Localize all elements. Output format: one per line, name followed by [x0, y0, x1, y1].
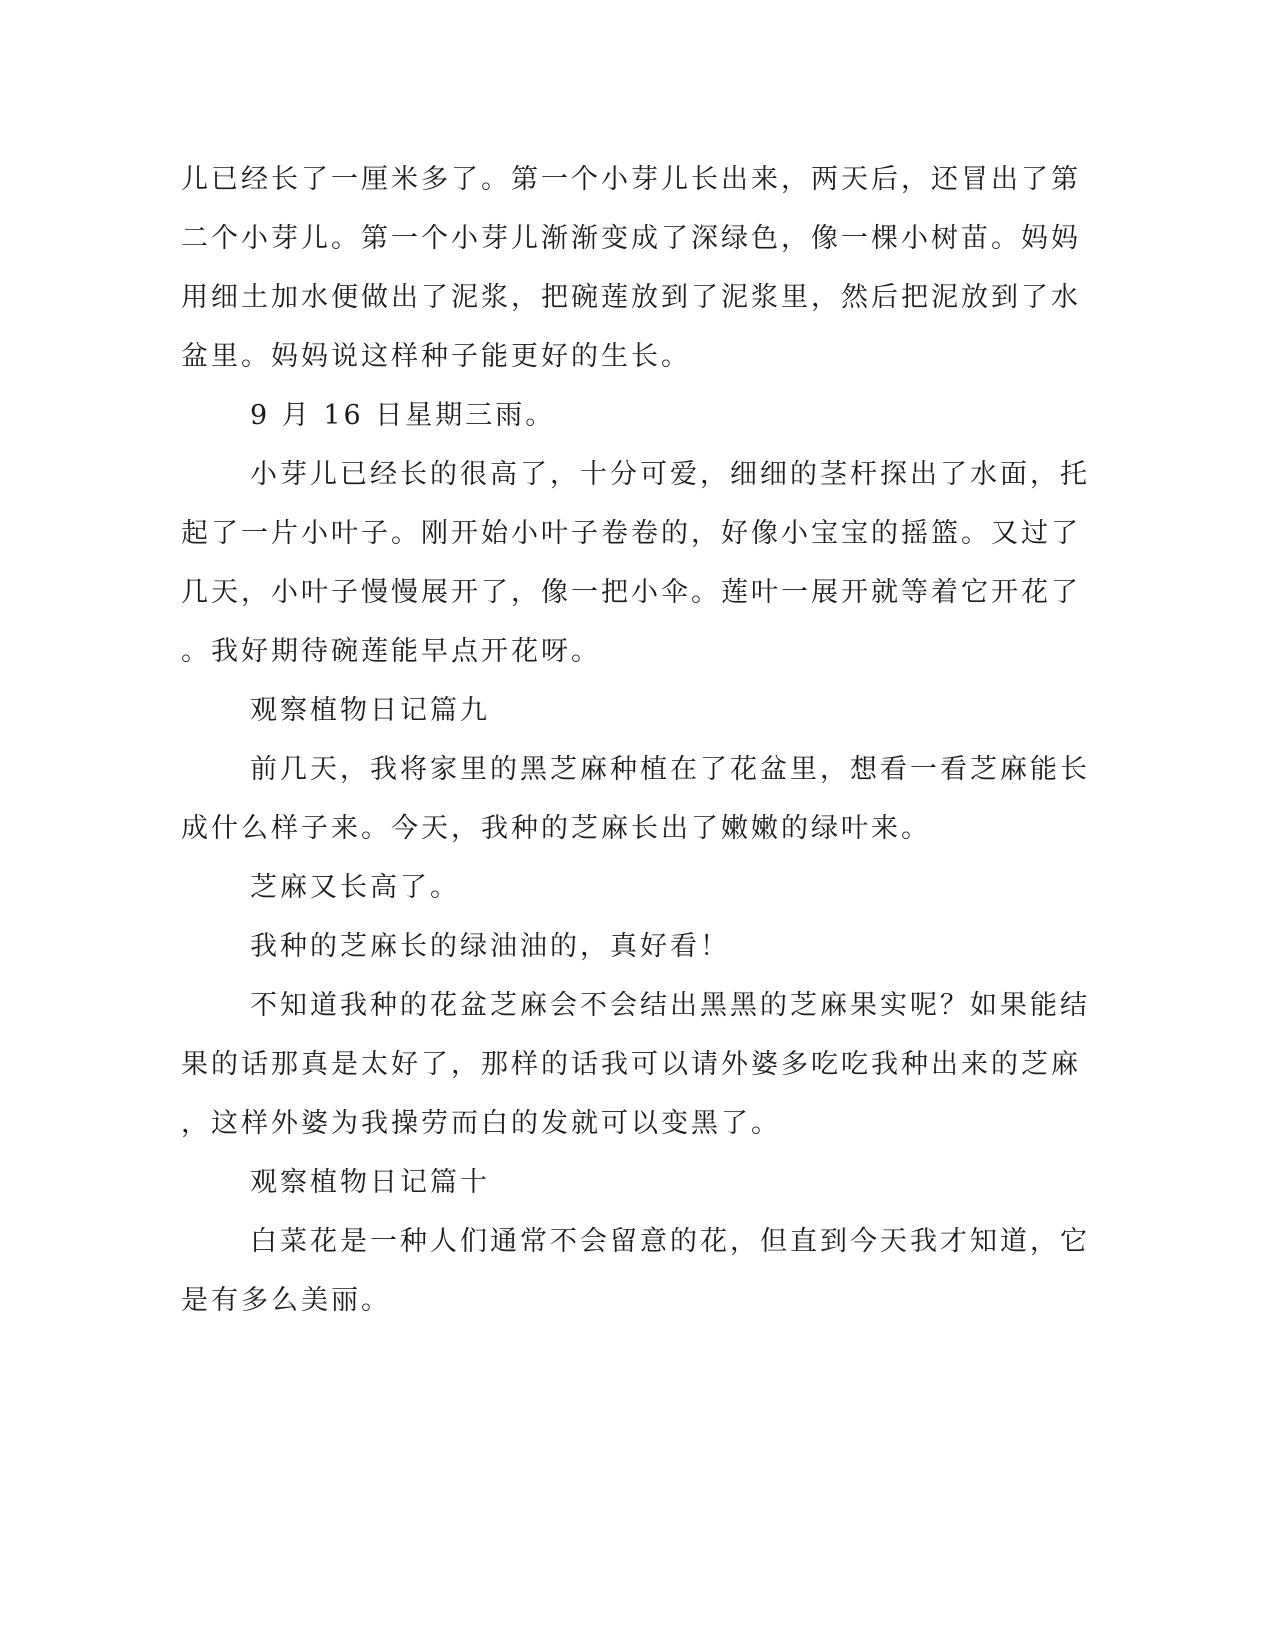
text-line: 。我好期待碗莲能早点开花呀。: [181, 636, 601, 667]
text-line: 成什么样子来。今天，我种的芝麻长出了嫩嫩的绿叶来。: [181, 813, 931, 844]
text-line: 是有多么美丽。: [181, 1285, 391, 1316]
text-line: 芝麻又长高了。: [250, 872, 460, 903]
text-line: 儿已经长了一厘米多了。第一个小芽儿长出来，两天后，还冒出了第: [181, 164, 1081, 195]
text-line: 白菜花是一种人们通常不会留意的花，但直到今天我才知道，它: [250, 1226, 1090, 1257]
text-line: 果的话那真是太好了，那样的话我可以请外婆多吃吃我种出来的芝麻: [181, 1049, 1081, 1080]
text-line: 前几天，我将家里的黑芝麻种植在了花盆里，想看一看芝麻能长: [250, 754, 1090, 785]
date-heading: 9 月 16 日星期三雨。: [250, 400, 556, 431]
section-heading: 观察植物日记篇十: [250, 1167, 490, 1198]
text-line: 小芽儿已经长的很高了，十分可爱，细细的茎杆探出了水面，托: [250, 459, 1090, 490]
text-line: 盆里。妈妈说这样种子能更好的生长。: [181, 341, 691, 372]
text-line: 二个小芽儿。第一个小芽儿渐渐变成了深绿色，像一棵小树苗。妈妈: [181, 223, 1081, 254]
section-heading: 观察植物日记篇九: [250, 695, 490, 726]
text-line: 用细土加水便做出了泥浆，把碗莲放到了泥浆里，然后把泥放到了水: [181, 282, 1081, 313]
text-line: 几天，小叶子慢慢展开了，像一把小伞。莲叶一展开就等着它开花了: [181, 577, 1081, 608]
text-line: 起了一片小叶子。刚开始小叶子卷卷的，好像小宝宝的摇篮。又过了: [181, 518, 1081, 549]
text-line: 不知道我种的花盆芝麻会不会结出黑黑的芝麻果实呢？如果能结: [250, 990, 1090, 1021]
text-line: ，这样外婆为我操劳而白的发就可以变黑了。: [181, 1108, 781, 1139]
text-line: 我种的芝麻长的绿油油的，真好看！: [250, 931, 730, 962]
